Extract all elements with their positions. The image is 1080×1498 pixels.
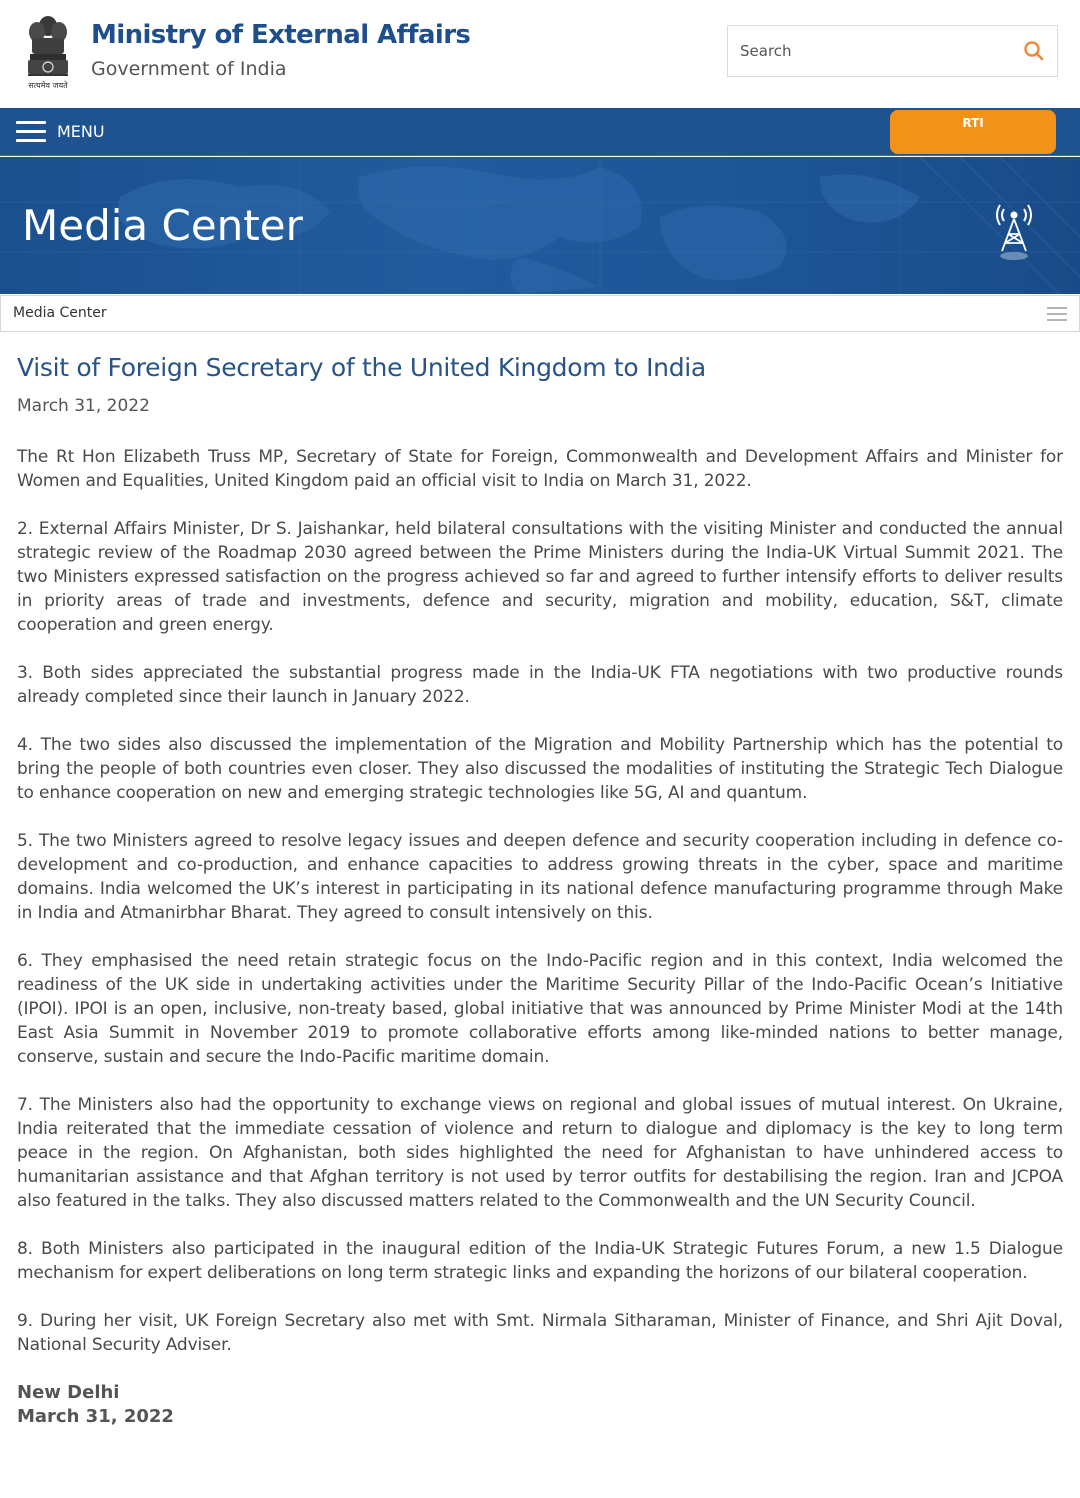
site-header	[0, 0, 1080, 108]
article-paragraph: 8. Both Ministers also participated in the inaugural edition of the India-UK Strategic Futures Forum, a new 1.5 Dialogue mechanism for expert deliberations on long term strategic links and expanding the horizons of our bilateral cooperation.	[17, 1239, 1063, 1283]
press-release-article	[17, 350, 1063, 1429]
hamburger-icon[interactable]	[16, 121, 46, 143]
search-input[interactable]	[728, 26, 1008, 76]
release-place: New Delhi	[17, 1382, 120, 1403]
article-paragraph: 5. The two Ministers agreed to resolve legacy issues and deepen defence and security cooperation including in defence co-development and co-production, and enhance capacities to address growing threats in the cyber, space and maritime domains. India welcomed the UK’s interest in participating in its national defence manufacturing programme through Make in India and Atmanirbhar Bharat. They agreed to consult intensively on this.	[17, 831, 1063, 923]
article-paragraph: 4. The two sides also discussed the implementation of the Migration and Mobility Partnership which has the potential to bring the people of both countries even closer. They also discussed the modalities of instituting the Strategic Tech Dialogue to enhance cooperation on new and emerging strategic technologies like 5G, AI and quantum.	[17, 735, 1063, 803]
search-box	[727, 25, 1058, 77]
broadcast-tower-icon	[994, 201, 1034, 263]
media-center-banner	[0, 157, 1080, 294]
article-paragraph: 2. External Affairs Minister, Dr S. Jaishankar, held bilateral consultations with the visiting Minister and conducted the annual strategic review of the Roadmap 2030 agreed between the Prime Ministers during the India-UK Virtual Summit 2021. The two Ministers expressed satisfaction on the progress achieved so far and agreed to further intensify efforts to deliver results in priority areas of trade and investments, defence and security, migration and mobility, education, S&T, climate cooperation and green energy.	[17, 519, 1063, 635]
breadcrumb	[0, 295, 1080, 332]
search-icon[interactable]	[1021, 38, 1047, 64]
article-paragraph: The Rt Hon Elizabeth Truss MP, Secretary of State for Foreign, Commonwealth and Development Affairs and Minister for Women and Equalities, United Kingdom paid an official visit to India on March 31, 2022.	[17, 447, 1063, 491]
article-paragraph: 6. They emphasised the need retain strategic focus on the Indo-Pacific region and in this context, India welcomed the readiness of the UK side in undertaking activities under the Maritime Security Pillar of the Indo-Pacific Ocean’s Initiative (IPOI). IPOI is an open, inclusive, non-treaty based, global initiative that was announced by Prime Minister Modi at the 14th East Asia Summit in November 2019 to promote collaborative efforts among like-minded nations to better manage, conserve, sustain and secure the Indo-Pacific maritime domain.	[17, 951, 1063, 1067]
emblem-motto: सत्यमेव जयते	[28, 81, 68, 90]
release-date: March 31, 2022	[17, 1406, 174, 1427]
menu-button[interactable]: MENU	[57, 122, 105, 141]
page-title: Media Center	[22, 201, 303, 250]
article-paragraph: 3. Both sides appreciated the substantial progress made in the India-UK FTA negotiations with two productive rounds already completed since their launch in January 2022.	[17, 663, 1063, 707]
article-paragraph: 7. The Ministers also had the opportunity to exchange views on regional and global issues of mutual interest. On Ukraine, India reiterated that the immediate cessation of violence and return to dialogue and diplomacy is the key to long term peace in the region. On Afghanistan, both sides highlighted the need for Afghanistan to have unhindered access to humanitarian assistance and that Afghan territory is not used by terror outfits for destabilising the region. Iran and JCPOA also featured in the talks. They also discussed matters related to the Commonwealth and the UN Security Council.	[17, 1095, 1063, 1211]
ministry-name[interactable]: Ministry of External Affairs	[91, 20, 471, 50]
article-body	[17, 445, 1063, 1357]
article-paragraph: 9. During her visit, UK Foreign Secretary also met with Smt. Nirmala Sitharaman, Minister of Finance, and Shri Ajit Doval, National Security Adviser.	[17, 1311, 1063, 1355]
main-navbar	[0, 108, 1080, 156]
rti-button[interactable]: RTI	[890, 110, 1056, 154]
article-date: March 31, 2022	[17, 396, 150, 416]
breadcrumb-item-media-center[interactable]: Media Center	[13, 305, 107, 321]
list-icon[interactable]	[1047, 307, 1067, 321]
article-title: Visit of Foreign Secretary of the United Kingdom to India	[17, 353, 706, 382]
national-emblem-icon[interactable]	[20, 12, 76, 92]
government-name: Government of India	[91, 58, 287, 80]
